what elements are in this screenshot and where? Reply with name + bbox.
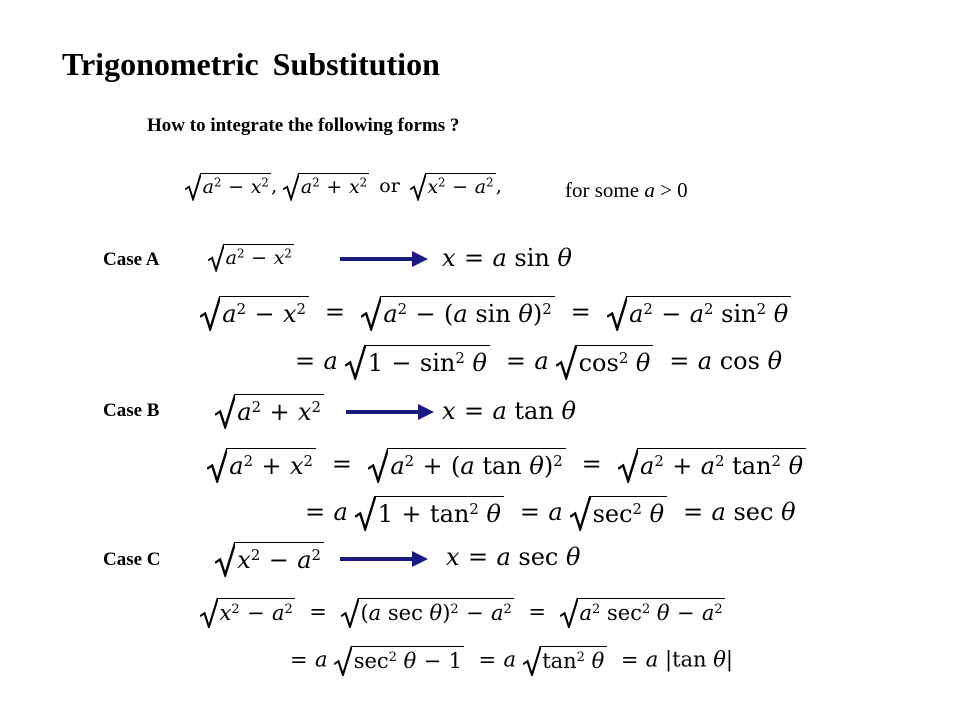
case-a-label: Case A	[103, 249, 160, 270]
case-c-label: Case C	[103, 549, 161, 570]
right-arrow-icon	[338, 249, 430, 269]
right-arrow-icon	[344, 402, 436, 422]
case-a-radicand: $a^2 - x^2$	[208, 244, 294, 272]
form-2: $a^2 + x^2$	[283, 173, 369, 201]
right-arrow-icon	[338, 549, 430, 569]
page-title: Trigonometric Substitution	[62, 46, 440, 82]
comma-2: ,	[495, 174, 502, 197]
form-1: $a^2 - x^2$	[185, 173, 271, 201]
case-b-line-2: = a $1 + \tan^2 \theta$ = a $\sec^2 \theta$ = a sec θ	[305, 496, 796, 531]
case-a-line-1: $a^2 - x^2$ = $a^2 - (a$ sin θ)$^2$ = $a^2 - a^2$ $\sin^2 \theta$	[200, 296, 791, 331]
comma-1: ,	[271, 174, 278, 197]
case-a-line-2: = a $1 - \sin^2 \theta$ = a $\cos^2 \theta$ = a cos θ	[295, 345, 782, 380]
case-c-line-1: $x^2 - a^2$ = (a $\sec \theta)^2 - a^2$ = $a^2$ $\sec^2 \theta - a^2$	[200, 598, 725, 628]
for-some-var: a	[644, 178, 655, 202]
for-some-condition	[565, 178, 688, 203]
case-b-label: Case B	[103, 400, 160, 421]
subtitle: How to integrate the following forms ?	[147, 115, 460, 136]
for-some-prefix: for some	[565, 178, 645, 202]
case-b-radicand: $a^2 + x^2$	[215, 394, 324, 429]
case-c-line-2: = a $\sec^2 \theta - 1$ = a $\tan^2 \theta$ = a |tan θ|	[290, 646, 733, 676]
case-b-substitution: x = a tan θ	[442, 397, 576, 425]
case-c-substitution: x = a sec θ	[446, 543, 581, 571]
forms-row	[185, 173, 502, 201]
case-a-substitution: x = a sin θ	[442, 244, 572, 272]
for-some-rel: > 0	[654, 178, 688, 202]
case-b-line-1: $a^2 + x^2$ = $a^2 + (a$ tan θ)$^2$ = $a^2 + a^2$ $\tan^2 \theta$	[207, 448, 806, 483]
form-3: $x^2 - a^2$	[410, 173, 496, 201]
case-c-radicand: $x^2 - a^2$	[215, 542, 324, 577]
or-text: or	[379, 174, 400, 197]
